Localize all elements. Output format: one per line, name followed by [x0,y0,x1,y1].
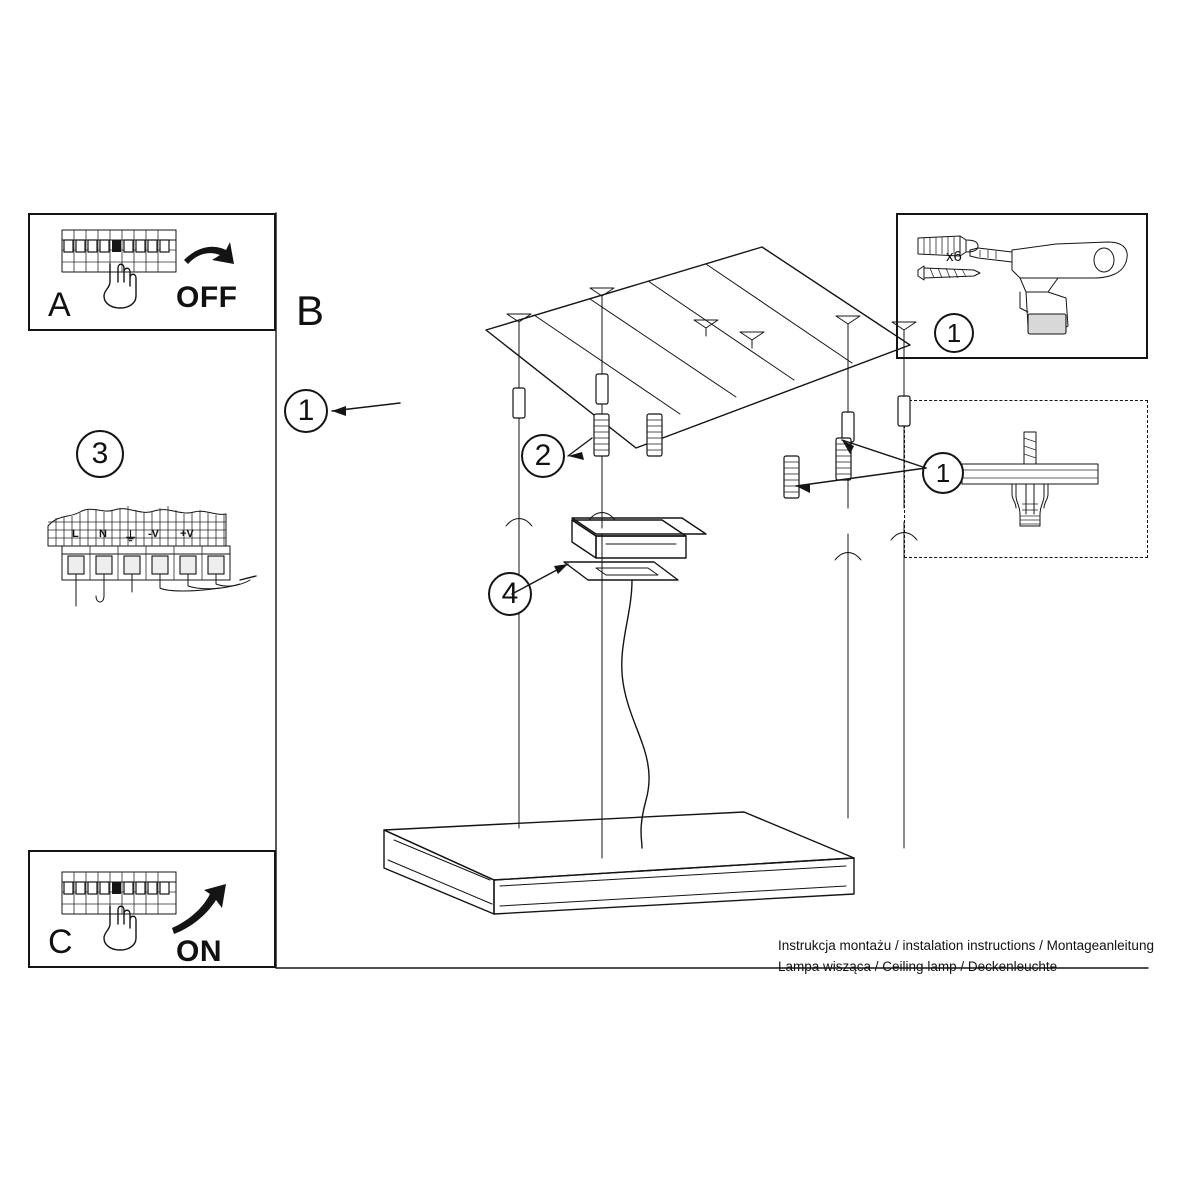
panel-b-letter: B [296,287,325,334]
caption-line-2: Lampa wisząca / Ceiling lamp / Deckenleuchte [778,958,1058,974]
panel-c-action-label: ON [176,935,222,968]
callout-mount-left-label: 1 [297,394,315,427]
terminal-label-plus-v: +V [180,528,194,540]
caption-line-1: Instrukcja montażu / instalation instructions / Montageanleitung [778,938,1154,953]
callout-anchor-right-label: 1 [935,457,951,488]
terminal-label-minus-v: -V [148,528,159,540]
panel-a-action-label: OFF [176,281,238,314]
callout-canopy-label: 4 [501,577,519,610]
panel-a-letter: A [48,286,71,324]
terminal-label-l: L [72,528,79,540]
callout-drill-label: 1 [946,317,962,348]
terminal-label-earth: ⏚ [124,529,138,544]
drill-quantity-label: x6 [946,248,962,265]
callout-step-3-label: 3 [91,437,109,470]
terminal-label-n: N [99,528,107,540]
callout-suspension-label: 2 [534,439,552,472]
panel-c-letter: C [48,923,73,961]
